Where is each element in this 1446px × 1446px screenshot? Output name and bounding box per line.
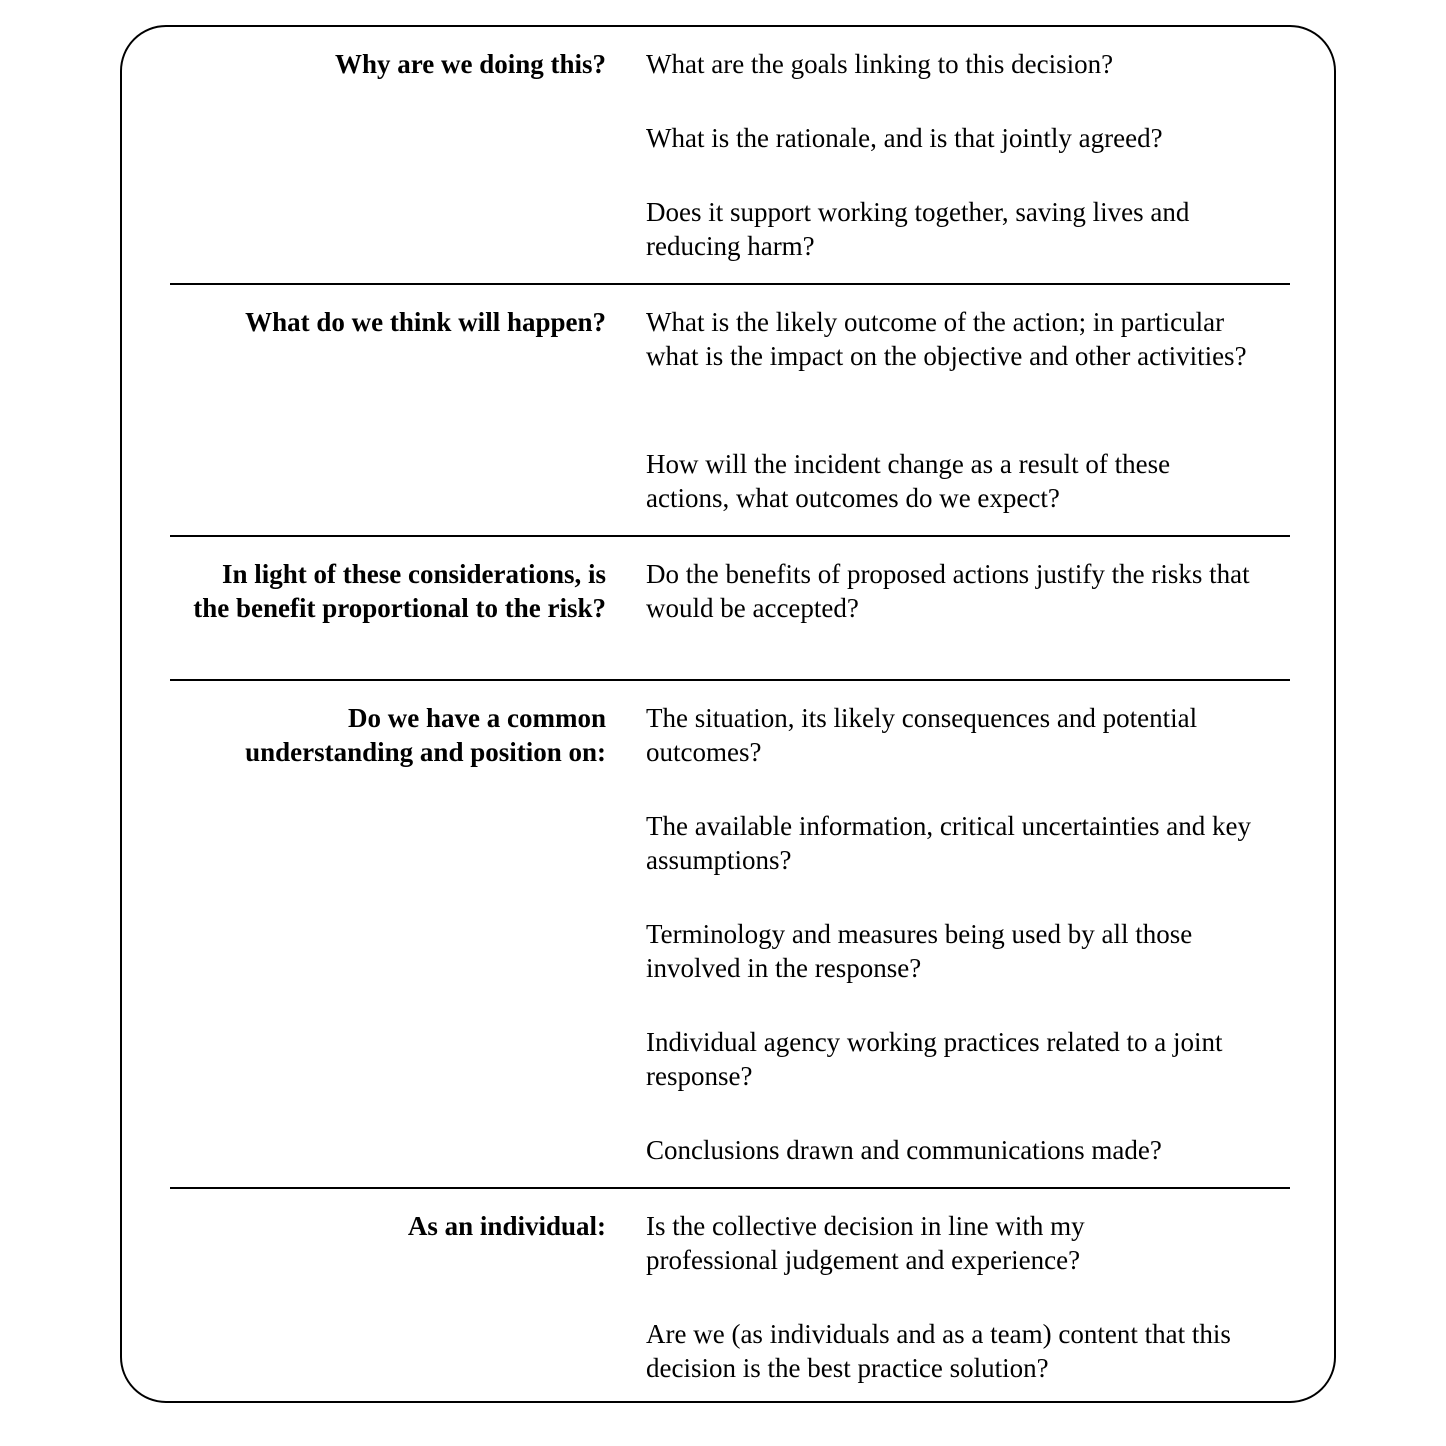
question-item: Terminology and measures being used by all those involved in the response? [646, 919, 1193, 983]
question-item: Is the collective decision in line with my professional judgement and experience? [646, 1211, 1085, 1275]
question-item: Do the benefits of proposed actions justify the risks that would be accepted? [646, 559, 1250, 623]
question-item: What are the goals linking to this decision? [646, 49, 1114, 79]
question-item: The situation, its likely consequences and potential outcomes? [646, 703, 1198, 767]
question-item: What is the rationale, and is that jointly agreed? [646, 123, 1163, 153]
section-heading: What do we think will happen? [245, 307, 606, 337]
section-heading: In light of these considerations, is the benefit proportional to the risk? [193, 559, 606, 623]
question-item: Individual agency working practices related to a joint response? [646, 1027, 1223, 1091]
section-divider [170, 679, 1290, 681]
decision-checklist-card [120, 25, 1336, 1403]
section-heading: Do we have a common understanding and position on: [245, 703, 606, 767]
question-item: What is the likely outcome of the action; in particular what is the impact on the objective and other activities? [646, 307, 1247, 371]
section-divider [170, 535, 1290, 537]
section-heading: As an individual: [407, 1211, 606, 1241]
question-item: Does it support working together, saving lives and reducing harm? [646, 197, 1190, 261]
question-item: Conclusions drawn and communications made? [646, 1135, 1162, 1165]
question-item: The available information, critical uncertainties and key assumptions? [646, 811, 1251, 875]
section-divider [170, 283, 1290, 285]
section-heading: Why are we doing this? [334, 49, 606, 79]
question-item: How will the incident change as a result of these actions, what outcomes do we expect? [646, 449, 1171, 513]
question-item: Are we (as individuals and as a team) content that this decision is the best practice solution? [646, 1319, 1231, 1383]
section-divider [170, 1187, 1290, 1189]
